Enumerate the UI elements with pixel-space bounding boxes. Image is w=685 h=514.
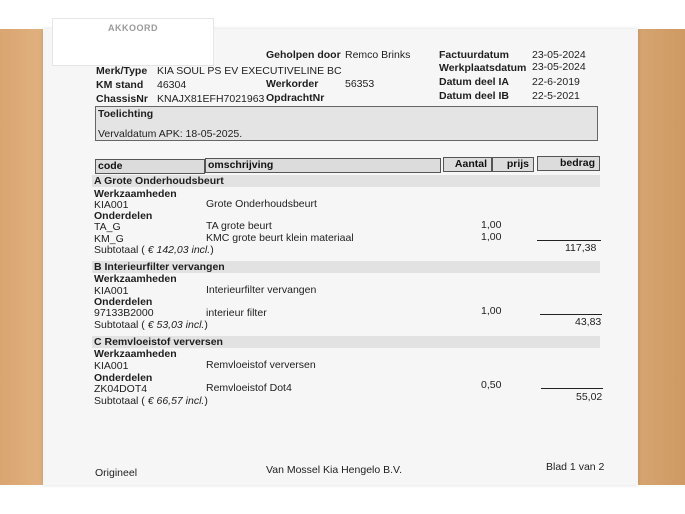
werk-code: KIA001 <box>94 199 129 211</box>
werk-description: Remvloeistof verversen <box>206 359 316 371</box>
datum-deel-ia-value: 22-6-2019 <box>532 76 580 88</box>
onderdelen-label: Onderdelen <box>94 296 153 308</box>
part-description: KMC grote beurt klein materiaal <box>206 232 354 244</box>
col-omschrijving-header: omschrijving <box>205 158 441 173</box>
werk-code: KIA001 <box>94 360 129 372</box>
subtotal-rule <box>537 240 601 241</box>
part-quantity: 0,50 <box>481 379 502 391</box>
werk-description: Interieurfilter vervangen <box>206 284 317 296</box>
merk-type-label: Merk/Type <box>96 65 148 77</box>
factuurdatum-label: Factuurdatum <box>439 49 510 61</box>
werkorder-label: Werkorder <box>266 78 319 90</box>
werk-code: KIA001 <box>94 285 129 297</box>
subtotal-rule <box>540 314 602 315</box>
footer-origineel: Origineel <box>95 467 138 479</box>
km-stand-value: 46304 <box>157 79 187 91</box>
toelichting-text: Vervaldatum APK: 18-05-2025. <box>98 128 243 140</box>
part-quantity: 1,00 <box>481 231 502 243</box>
section-title: B Interieurfilter vervangen <box>94 261 225 273</box>
datum-deel-ib-label: Datum deel IB <box>439 90 510 102</box>
col-aantal-header: Aantal <box>443 157 492 172</box>
werkzaamheden-label: Werkzaamheden <box>94 273 177 285</box>
part-quantity: 1,00 <box>481 219 502 231</box>
werkplaatsdatum-label: Werkplaatsdatum <box>439 62 527 74</box>
part-code: 97133B2000 <box>94 307 154 319</box>
toelichting-box <box>95 106 598 141</box>
subtotal-rule <box>541 388 603 389</box>
part-description: Remvloeistof Dot4 <box>206 382 292 394</box>
part-quantity: 1,00 <box>481 305 502 317</box>
part-code: TA_G <box>94 221 121 233</box>
chassisnr-label: ChassisNr <box>96 93 148 105</box>
onderdelen-label: Onderdelen <box>94 372 153 384</box>
section-title: A Grote Onderhoudsbeurt <box>94 175 224 187</box>
geholpen-door-label: Geholpen door <box>266 49 341 61</box>
werkorder-value: 56353 <box>345 78 375 90</box>
geholpen-door-value: Remco Brinks <box>345 49 411 61</box>
werkplaatsdatum-value: 23-05-2024 <box>532 61 586 73</box>
datum-deel-ib-value: 22-5-2021 <box>532 90 580 102</box>
col-prijs-header: prijs <box>492 157 534 172</box>
merk-type-value: KIA SOUL PS EV EXECUTIVELINE BC <box>157 65 342 77</box>
part-code: KM_G <box>94 233 124 245</box>
subtotal-line: Subtotaal ( € 142,03 incl.) <box>94 244 214 256</box>
onderdelen-label: Onderdelen <box>94 210 153 222</box>
subtotal-amount: 55,02 <box>576 391 603 403</box>
datum-deel-ia-label: Datum deel IA <box>439 76 510 88</box>
subtotal-line: Subtotaal ( € 53,03 incl.) <box>94 319 208 331</box>
subtotal-line: Subtotaal ( € 66,57 incl.) <box>94 395 208 407</box>
approval-sticker <box>52 18 214 66</box>
km-stand-label: KM stand <box>96 79 144 91</box>
footer-page-number: Blad 1 van 2 <box>546 461 605 473</box>
sticker-text: AKKOORD <box>108 23 158 33</box>
subtotal-amount: 117,38 <box>565 242 597 254</box>
factuurdatum-value: 23-05-2024 <box>532 49 586 61</box>
werkzaamheden-label: Werkzaamheden <box>94 348 177 360</box>
footer-company: Van Mossel Kia Hengelo B.V. <box>266 464 402 476</box>
opdrachtnr-label: OpdrachtNr <box>266 92 325 104</box>
col-code-header: code <box>95 159 205 174</box>
part-code: ZK04DOT4 <box>94 383 148 395</box>
section-title: C Remvloeistof verversen <box>94 336 223 348</box>
werkzaamheden-label: Werkzaamheden <box>94 188 177 200</box>
part-description: interieur filter <box>206 307 267 319</box>
chassisnr-value: KNAJX81EFH7021963 <box>157 93 265 105</box>
part-description: TA grote beurt <box>206 220 272 232</box>
toelichting-title: Toelichting <box>98 108 154 120</box>
col-bedrag-header: bedrag <box>537 156 600 171</box>
subtotal-amount: 43,83 <box>575 316 602 328</box>
werk-description: Grote Onderhoudsbeurt <box>206 198 317 210</box>
